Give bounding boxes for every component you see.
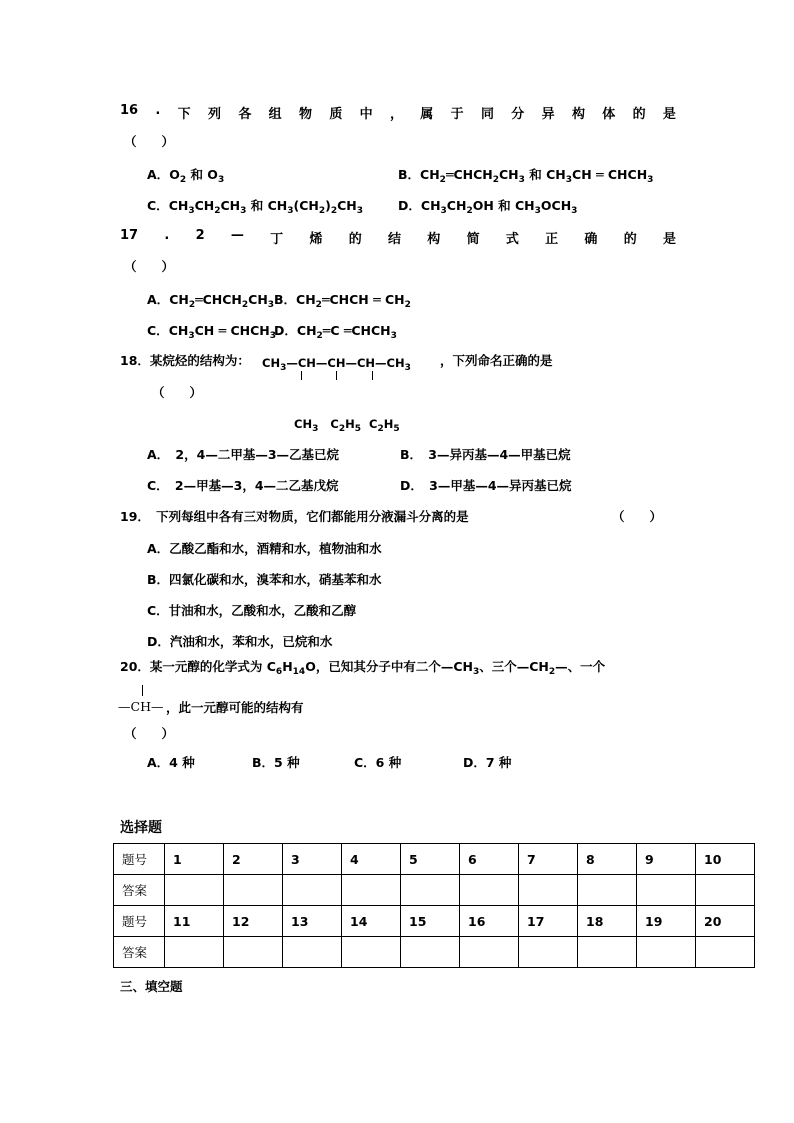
q20-option-d: D．7 种 [463, 755, 512, 770]
q18-substituents: $CH_3$ $C_2H_5$ $C_2H_5$ [294, 417, 400, 434]
q18-structure: $CH_3—CH—CH—CH—CH_3$ [262, 356, 411, 373]
q20-option-b: B．5 种 [252, 755, 300, 770]
table-cell: 20 [696, 906, 755, 937]
table-cell: 19 [637, 906, 696, 937]
q19-option-d: D．汽油和水，苯和水，已烷和水 [147, 634, 333, 649]
q18-bond-3 [372, 371, 373, 380]
table-cell: 10 [696, 844, 755, 875]
q16-option-c: C．$CH_3CH_2CH_3$ 和 $CH_3(CH_2)_2CH_3$ [147, 198, 364, 216]
table-cell: 18 [578, 906, 637, 937]
answer-table [113, 843, 755, 968]
table-cell: 14 [342, 906, 401, 937]
table-cell: 7 [519, 844, 578, 875]
section-choice-title: 选择题 [120, 820, 162, 836]
q16-option-d: D．$CH_3CH_2OH$ 和 $CH_3OCH_3$ [398, 198, 578, 216]
table-header-cell: 题号 [114, 844, 165, 875]
table-cell: 11 [165, 906, 224, 937]
answer-cell [224, 875, 283, 906]
q19-stem: 19． 下列每组中各有三对物质，它们都能用分液漏斗分离的是 [120, 509, 469, 524]
answer-cell [696, 875, 755, 906]
q18-option-a: A． 2，4—二甲基—3—乙基已烷 [147, 447, 340, 462]
q17-option-d: D．$CH_2═C$ $═CHCH_3$ [274, 323, 397, 341]
q19-paren: （ ） [612, 509, 663, 524]
table-cell: 9 [637, 844, 696, 875]
answer-cell [224, 937, 283, 968]
table-header-cell: 题号 [114, 906, 165, 937]
table-cell: 5 [401, 844, 460, 875]
table-cell: 6 [460, 844, 519, 875]
q18-stem: 18．某烷烃的结构为： [120, 353, 250, 368]
q17-option-c: C．$CH_3CH$ ═ $CHCH_3$ [147, 323, 276, 341]
q20-ch-group: —CH— [118, 699, 164, 714]
q20-bond [142, 685, 143, 696]
table-cell: 2 [224, 844, 283, 875]
table-row [114, 844, 755, 875]
q18-option-d: D． 3—甲基—4—异丙基已烷 [400, 478, 572, 493]
q18-option-b: B． 3—异丙基—4—甲基已烷 [400, 447, 571, 462]
table-cell: 13 [283, 906, 342, 937]
answer-cell [519, 875, 578, 906]
answer-cell [460, 875, 519, 906]
answer-cell [578, 875, 637, 906]
answer-cell [460, 937, 519, 968]
table-row [114, 875, 755, 906]
q17-option-b: B．$CH_2═CHCH$ ═ $CH_2$ [274, 292, 411, 310]
table-row [114, 937, 755, 968]
q16-stem: 16 . 下 列 各 组 物 质 中 ， 属 于 同 分 异 构 体 的 是 [120, 103, 676, 122]
q19-option-c: C．甘油和水，乙酸和水，乙酸和乙醇 [147, 603, 357, 618]
q20-option-c: C．6 种 [354, 755, 402, 770]
table-cell: 8 [578, 844, 637, 875]
answer-cell [578, 937, 637, 968]
q18-bond-1 [301, 371, 302, 380]
table-cell: 15 [401, 906, 460, 937]
table-header-cell: 答案 [114, 875, 165, 906]
table-cell: 1 [165, 844, 224, 875]
table-cell: 17 [519, 906, 578, 937]
q18-paren: （ ） [152, 385, 203, 400]
table-cell: 16 [460, 906, 519, 937]
answer-cell [283, 937, 342, 968]
answer-cell [401, 937, 460, 968]
q16-option-b: B．$CH_2═CHCH_2CH_3$ 和 $CH_3CH$ ═ $CHCH_3$ [398, 167, 654, 185]
q20-line2: ，此一元醇可能的结构有 [166, 700, 304, 715]
answer-cell [165, 937, 224, 968]
answer-cell [283, 875, 342, 906]
q17-paren: （ ） [124, 259, 175, 274]
answer-cell [165, 875, 224, 906]
q20-paren: （ ） [124, 726, 175, 741]
q18-bond-2 [336, 371, 337, 380]
q18-tail: ，下列命名正确的是 [440, 353, 553, 368]
q17-stem: 17 . 2 — 丁 烯 的 结 构 简 式 正 确 的 是 [120, 228, 676, 247]
q17-option-a: A．$CH_2═CHCH_2CH_3$ [147, 292, 275, 310]
q20-stem: 20．某一元醇的化学式为 $C_6H_{14}O$，已知其分子中有二个$—CH_3$、三个$—CH_2—$、一个 [120, 659, 606, 677]
section-fill-title: 三、填空题 [120, 979, 183, 994]
q20-option-a: A．4 种 [147, 755, 195, 770]
q19-option-b: B．四氯化碳和水，溴苯和水，硝基苯和水 [147, 572, 382, 587]
q16-option-a: A．$O_2$ 和 $O_3$ [147, 167, 225, 185]
answer-cell [637, 937, 696, 968]
table-header-cell: 答案 [114, 937, 165, 968]
table-cell: 3 [283, 844, 342, 875]
table-row [114, 906, 755, 937]
answer-cell [401, 875, 460, 906]
answer-cell [342, 875, 401, 906]
table-cell: 12 [224, 906, 283, 937]
table-cell: 4 [342, 844, 401, 875]
q18-option-c: C． 2—甲基—3，4—二乙基戊烷 [147, 478, 339, 493]
answer-cell [637, 875, 696, 906]
answer-cell [519, 937, 578, 968]
q16-paren: （ ） [124, 134, 175, 149]
answer-cell [342, 937, 401, 968]
q19-option-a: A．乙酸乙酯和水，酒精和水，植物油和水 [147, 541, 382, 556]
answer-cell [696, 937, 755, 968]
